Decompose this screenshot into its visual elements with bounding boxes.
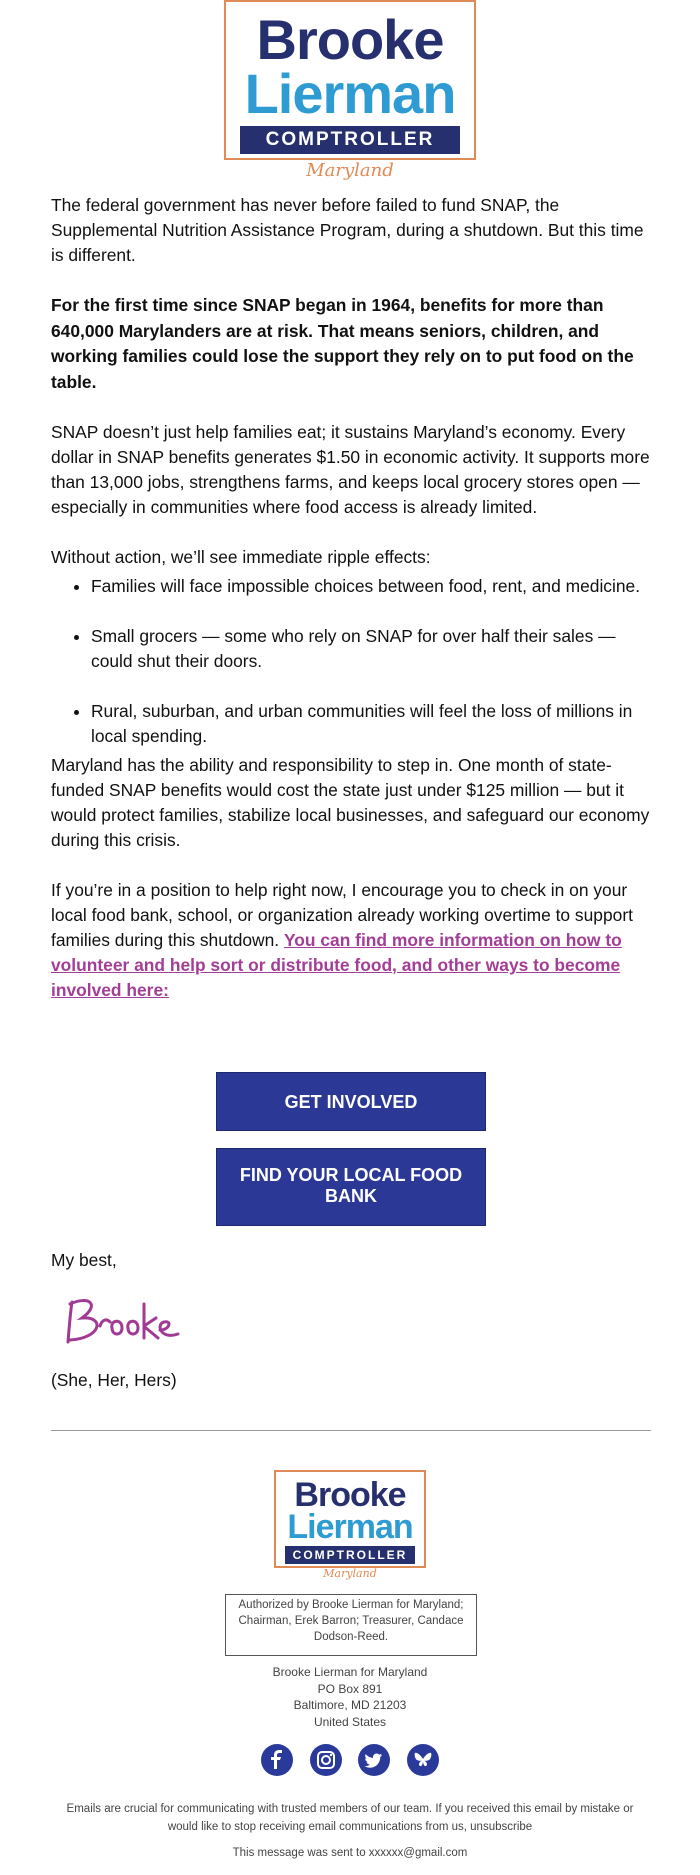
footer-note (60, 1800, 640, 1836)
logo-comptroller: COMPTROLLER (285, 1546, 415, 1564)
help-text: If you’re in a position to help right now, I encourage you to check in on your local food bank, school, or organization already working overtime to support families during this shutdown. (51, 880, 633, 950)
social-links (0, 1744, 700, 1776)
footer-logo (274, 1470, 426, 1580)
ripple-effects-list (51, 574, 651, 749)
footer-divider (51, 1430, 651, 1431)
list-item: • Small grocers — some who rely on SNAP for over half their sales — could shut their doors. (91, 624, 651, 674)
logo-brooke: Brooke (256, 8, 444, 71)
logo-maryland: Maryland (323, 1567, 377, 1580)
get-involved-button[interactable]: GET INVOLVED (216, 1072, 486, 1131)
mailing-address (0, 1664, 700, 1730)
logo-lierman: Lierman (244, 62, 456, 125)
header-logo (224, 0, 476, 181)
paragraph-economy: SNAP doesn’t just help families eat; it sustains Maryland’s economy. Every dollar in SNAP benefits generates $1.50 in economic activity. It supports more than 13,000 jobs, strengthens farms, and keeps local grocery stores open — especially in communities where food access is already limited. (51, 422, 650, 517)
paragraph-help (51, 878, 651, 1003)
unsubscribe-link[interactable]: unsubscribe (470, 1821, 533, 1833)
list-item: • Rural, suburban, and urban communities will feel the loss of millions in local spending. (91, 699, 651, 749)
signature-image (60, 1290, 200, 1350)
email-body (51, 193, 651, 1028)
bluesky-icon[interactable] (407, 1744, 439, 1776)
facebook-icon[interactable] (261, 1744, 293, 1776)
address-line: Baltimore, MD 21203 (293, 1698, 407, 1712)
volunteer-link[interactable]: You can find more information on how to volunteer and help sort or distribute food, and other ways to become involved here: (51, 930, 622, 1000)
sent-to-text: This message was sent to xxxxxx@gmail.com (232, 1847, 468, 1859)
closing-text: My best, (51, 1250, 117, 1270)
twitter-icon[interactable] (358, 1744, 390, 1776)
pronouns-text: (She, Her, Hers) (51, 1370, 177, 1390)
footer-note-text: Emails are crucial for communicating with trusted members of our team. If you received this email by mistake or would like to stop receiving email communications from us, (66, 1803, 634, 1833)
find-food-bank-button[interactable]: FIND YOUR LOCAL FOOD BANK (216, 1148, 486, 1226)
address-line: Brooke Lierman for Maryland (272, 1665, 428, 1679)
address-line: United States (313, 1714, 387, 1729)
logo-lierman: Lierman (287, 1508, 413, 1546)
logo-comptroller: COMPTROLLER (240, 126, 460, 154)
instagram-icon[interactable] (310, 1744, 342, 1776)
list-item: • Families will face impossible choices between food, rent, and medicine. (91, 574, 651, 599)
address-line: PO Box 891 (317, 1681, 383, 1696)
paragraph-ability: Maryland has the ability and responsibility to step in. One month of state-funded SNAP benefits would cost the state just under $125 million — but it would protect families, stabilize local businesses, and safeguard our economy during this crisis. (51, 755, 650, 850)
authorized-by-box: Authorized by Brooke Lierman for Maryland; Chairman, Erek Barron; Treasurer, Candace Dodson-Reed. (225, 1594, 477, 1656)
paragraph-at-risk: For the first time since SNAP began in 1964, benefits for more than 640,000 Marylanders are at risk. That means seniors, children, and working families could lose the support they rely on to put food on the table. (51, 295, 634, 392)
paragraph-ripple: Without action, we’ll see immediate ripple effects: (51, 547, 431, 567)
logo-maryland: Maryland (306, 160, 394, 181)
logo-brooke: Brooke (294, 1476, 406, 1514)
paragraph-intro: The federal government has never before failed to fund SNAP, the Supplemental Nutrition Assistance Program, during a shutdown. But this time is different. (51, 195, 644, 265)
